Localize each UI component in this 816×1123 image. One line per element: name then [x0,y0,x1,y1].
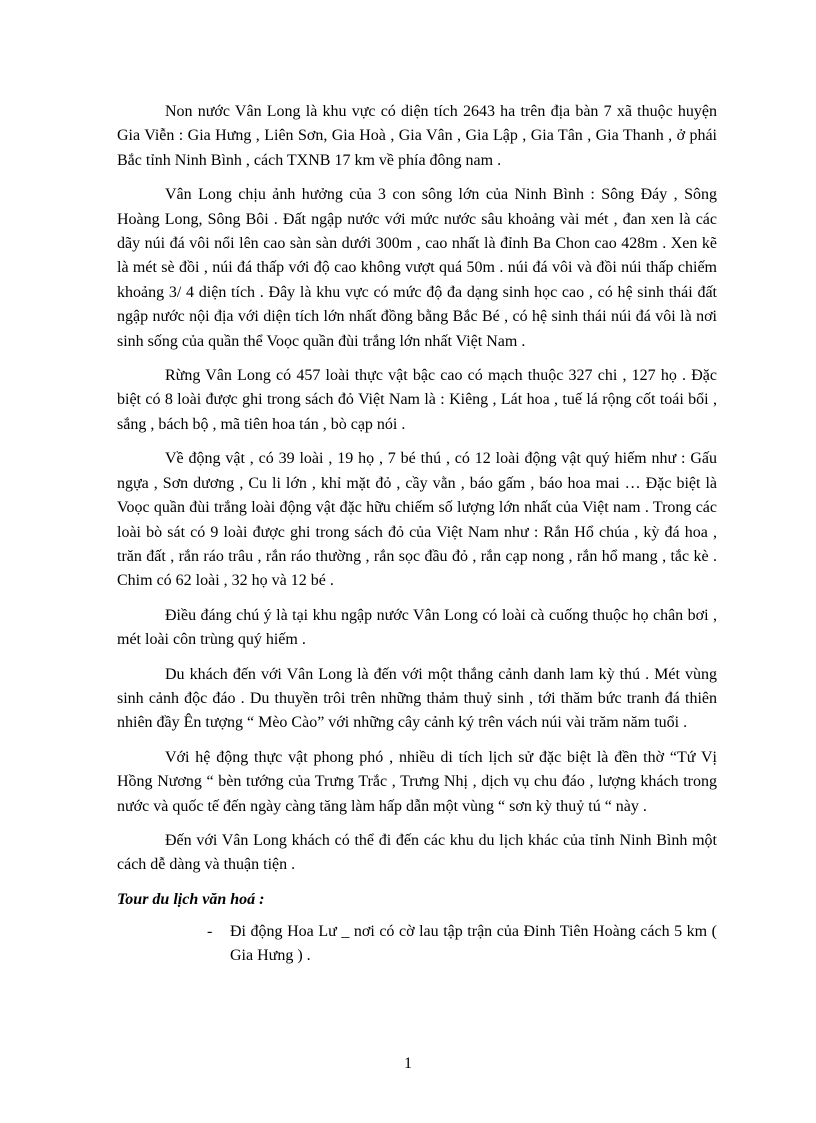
document-body [117,100,717,969]
list-item-text: Đi động Hoa Lư _ nơi có cờ lau tập trận của Đinh Tiên Hoàng cách 5 km ( Gia Hưng ) . [230,922,717,965]
section-heading: Tour du lịch văn hoá : [117,890,265,908]
paragraph-heritage: Với hệ động thực vật phong phó , nhiều di tích lịch sử đặc biệt là đền thờ “Tứ Vị Hồng Nương “ bèn tướng của Trưng Trắc , Trưng Nhị , dịch vụ chu đáo , lượng khách trong nước và quốc tế đến ngày càng tăng làm hấp dẫn một vùng “ sơn kỳ thuỷ tú “ này . [117,748,717,815]
paragraph-flora: Rừng Vân Long có 457 loài thực vật bậc cao có mạch thuộc 327 chi , 127 họ . Đặc biệt có 8 loài được ghi trong sách đỏ Việt Nam là : Kiêng , Lát hoa , tuế lá rộng cốt toái bổi , sắng , bách bộ , mã tiên hoa tán , bò cạp nói . [117,367,717,433]
list-item [117,920,717,969]
paragraph-access: Đến với Vân Long khách có thể đi đến các khu du lịch khác của tỉnh Ninh Bình một cách dễ dàng và thuận tiện . [117,831,717,874]
paragraph-fauna: Về động vật , có 39 loài , 19 họ , 7 bé thú , có 12 loài động vật quý hiếm như : Gấu ngựa , Sơn dương , Cu li lớn , khỉ mặt đỏ , cầy vằn , báo gấm , báo hoa mai … Đặc biệt là Voọc quần đùi trắng loài động vật đặc hữu chiếm số lượng lớn nhất của Việt nam . Trong các loài bò sát có 9 loài được ghi trong sách đỏ của Việt Nam như : Rắn Hổ chúa , kỳ đá hoa , trăn đất , rắn ráo trâu , rắn ráo thường , rắn sọc đầu đỏ , rắn cạp nong , rắn hổ mang , tắc kè . Chim có 62 loài , 32 họ và 12 bé . [117,450,717,590]
paragraph-insects: Điều đáng chú ý là tại khu ngập nước Vân Long có loài cà cuống thuộc họ chân bơi , mét loài côn trùng quý hiếm . [117,606,717,649]
paragraph-tourism: Du khách đến với Vân Long là đến với một thắng cảnh danh lam kỳ thú . Mét vùng sinh cảnh độc đáo . Du thuyền trôi trên những thảm thuỷ sinh , tới thăm bức tranh đá thiên nhiên đầy Ên tượng “ Mèo Cào” với những cây cảnh ký trên vách núi vài trăm năm tuổi . [117,665,717,732]
page-number: 1 [404,1055,412,1072]
paragraph-intro: Non nước Vân Long là khu vực có diện tích 2643 ha trên địa bàn 7 xã thuộc huyện Gia Viễn : Gia Hưng , Liên Sơn, Gia Hoà , Gia Vân , Gia Lập , Gia Tân , Gia Thanh , ở phái Bắc tỉnh Ninh Bình , cách TXNB 17 km về phía đông nam . [117,103,717,169]
paragraph-rivers: Vân Long chịu ảnh hưởng của 3 con sông lớn của Ninh Bình : Sông Đáy , Sông Hoàng Long, Sông Bôi . Đất ngập nước với mức nước sâu khoảng vài mét , đan xen là các dãy núi đá vôi nổi lên cao sàn sàn dưới 300m , cao nhất là đỉnh Ba Chon cao 428m . Xen kẽ là mét sè đồi , núi đá thấp với độ cao không vượt quá 50m . núi đá vôi và đồi núi thấp chiếm khoảng 3/ 4 diện tích . Đây là khu vực có mức độ đa dạng sinh học cao , có hệ sinh thái đất ngập nước nội địa với diện tích lớn nhất đồng bằng Bắc Bé , có hệ sinh thái núi đá vôi là nơi sinh sống của quần thể Voọc quần đùi trắng lớn nhất Việt Nam . [117,186,717,350]
bullet-mark: - [207,922,213,940]
